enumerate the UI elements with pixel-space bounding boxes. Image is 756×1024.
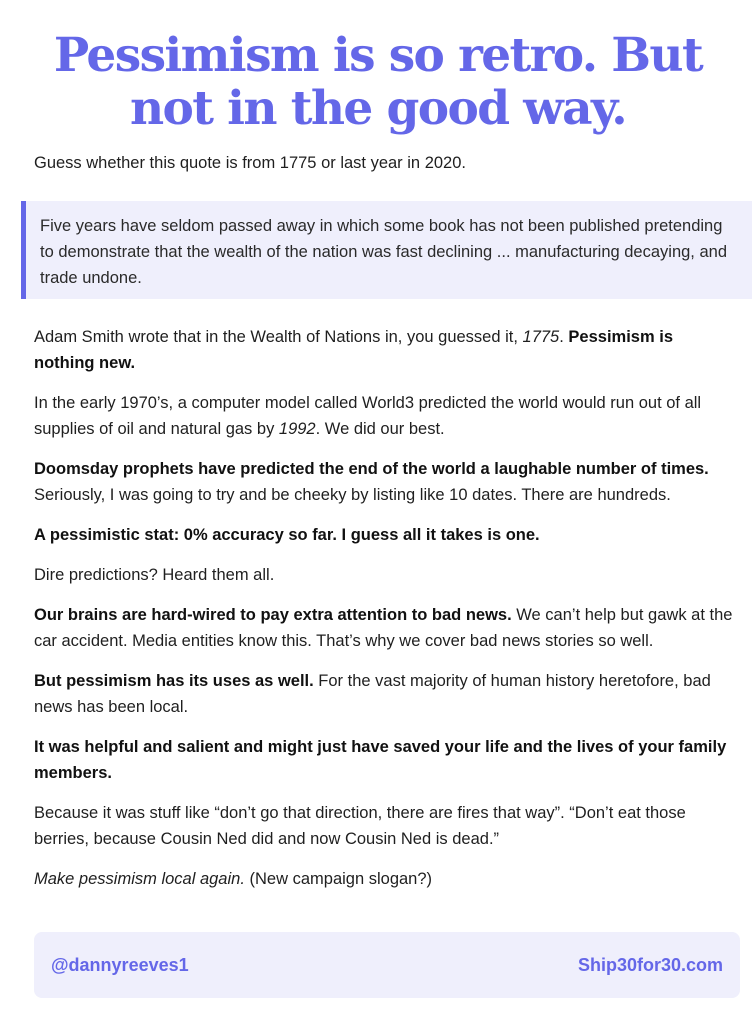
paragraph-doomsday [34,456,736,508]
paragraph-brains [34,602,736,654]
paragraph-fires [34,800,736,852]
paragraph-text: In the early 1970’s, a computer model called World3 predicted the world would run out of all supplies of oil and natural gas by [34,394,702,438]
intro-text: Guess whether this quote is from 1775 or last year in 2020. [34,154,466,172]
paragraph-world3 [34,390,736,442]
footer-banner [34,932,740,998]
bold-statement: Pessimism is nothing new. [34,328,673,372]
bold-statement: But pessimism has its uses as well. [34,672,314,690]
paragraph-helpful [34,734,736,786]
paragraph-uses [34,668,736,720]
pull-quote: Five years have seldom passed away in which some book has not been published pretending to demonstrate that the wealth of the nation was fast declining ... manufacturing decaying, and trade undone. [21,201,752,299]
italic-statement: Make pessimism local again. [34,870,245,888]
year-emphasis: 1775 [522,328,560,346]
article-body [34,324,736,906]
paragraph-text: We can’t help but gawk at the car accident. Media entities know this. That’s why we cover bad news stories so well. [34,606,733,650]
bold-statement: It was helpful and salient and might just have saved your life and the lives of your family members. [34,738,727,782]
bold-statement: Our brains are hard-wired to pay extra attention to bad news. [34,606,512,624]
paragraph-text: Adam Smith wrote that in the Wealth of Nations in, you guessed it, [34,328,523,346]
paragraph-adam-smith [34,324,736,376]
paragraph-text: Because it was stuff like “don’t go that direction, there are fires that way”. “Don’t eat those berries, because Cousin Ned did and now Cousin Ned is dead.” [34,804,686,848]
paragraph-slogan [34,866,736,892]
site-link[interactable]: Ship30for30.com [577,954,723,975]
paragraph-text: . [559,328,569,346]
page-title: Pessimism is so retro. But not in the good way. [53,28,703,136]
paragraph-text: (New campaign slogan?) [244,870,433,888]
year-emphasis: 1992 [278,420,316,438]
paragraph-text: Seriously, I was going to try and be cheeky by listing like 10 dates. There are hundreds. [34,486,671,504]
paragraph-text: . We did our best. [315,420,445,438]
bold-statement: A pessimistic stat: 0% accuracy so far. I guess all it takes is one. [34,526,540,544]
paragraph-text: For the vast majority of human history heretofore, bad news has been local. [34,672,711,716]
paragraph-stat [34,522,736,548]
bold-statement: Doomsday prophets have predicted the end of the world a laughable number of times. [34,460,709,478]
author-handle[interactable]: @dannyreeves1 [51,954,189,975]
paragraph-dire [34,562,736,588]
paragraph-text: Dire predictions? Heard them all. [34,566,275,584]
